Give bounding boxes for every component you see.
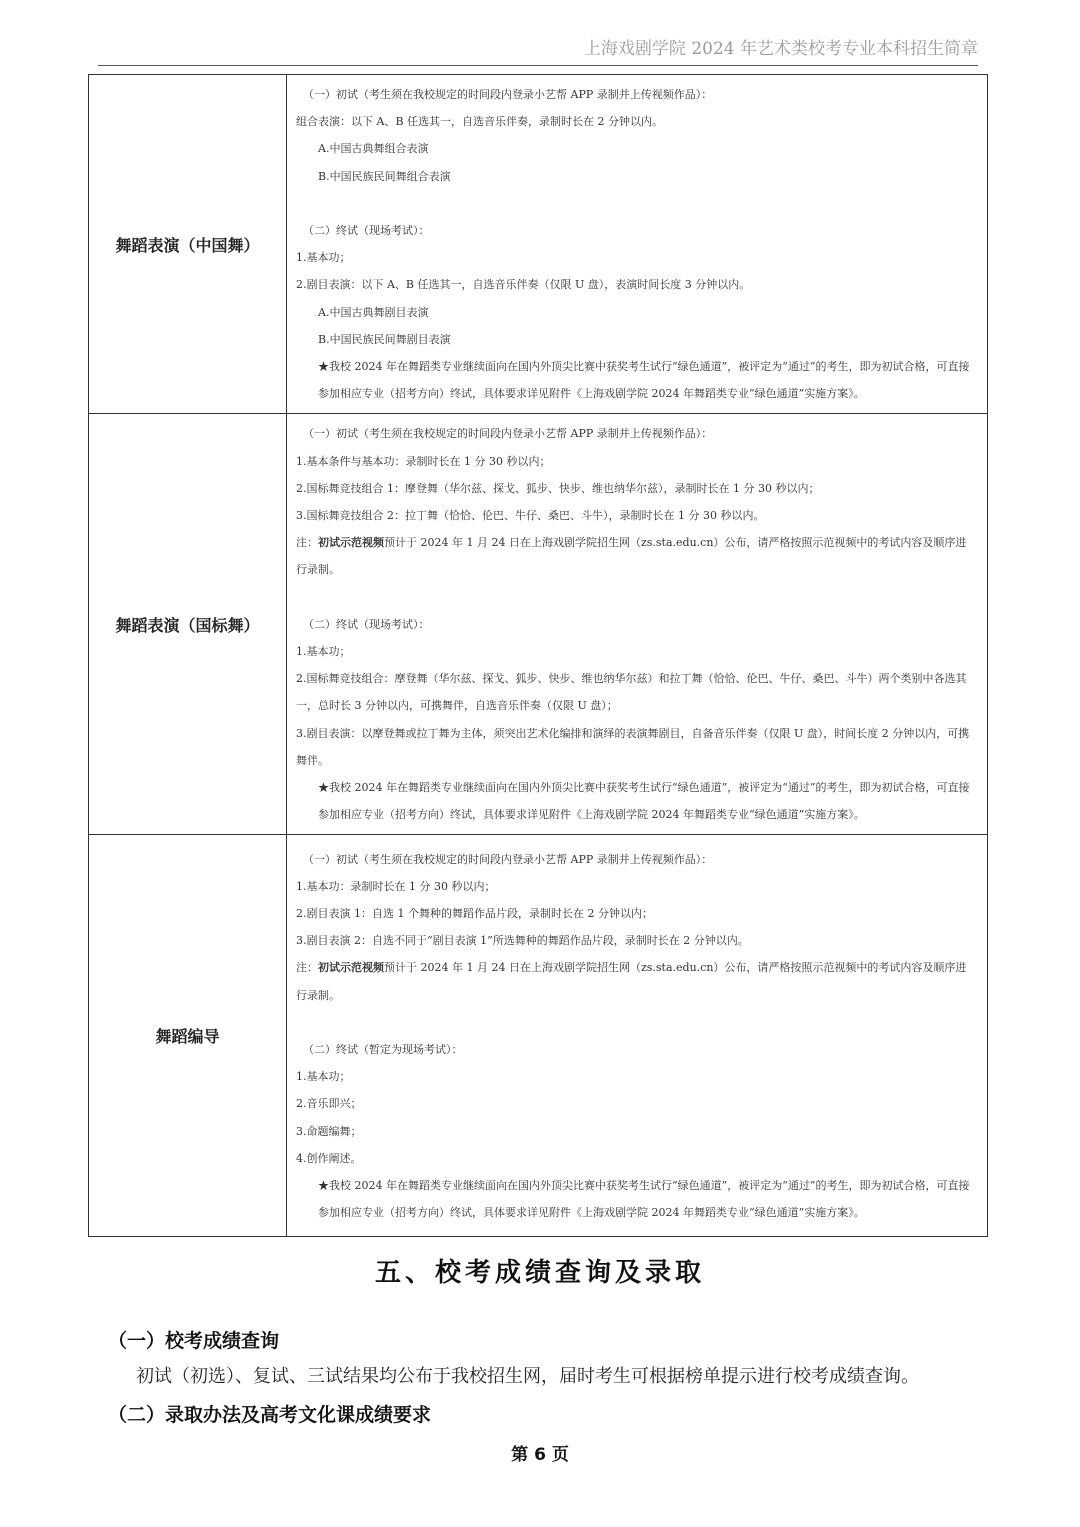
table-row bbox=[89, 75, 988, 414]
text-line: 3.剧目表演：以摩登舞或拉丁舞为主体，须突出艺术化编排和演绎的表演舞剧目，自备音乐伴奏（仅限 U 盘），时间长度 2 分钟以内，可携舞伴。 bbox=[296, 726, 970, 767]
text-line: （二）终试（现场考试）： bbox=[303, 224, 430, 237]
text-line: 1.基本功； bbox=[296, 251, 351, 265]
text-line: 1.基本功：录制时长在 1 分 30 秒以内； bbox=[296, 879, 496, 893]
text-line: B.中国民族民间舞组合表演 bbox=[318, 169, 451, 183]
text-line: （一）初试（考生须在我校规定的时间段内登录小艺帮 APP 录制并上传视频作品）： bbox=[303, 852, 713, 866]
table-row bbox=[89, 414, 988, 835]
note-bold: 初试示范视频 bbox=[318, 536, 384, 550]
section-title: 五、校考成绩查询及录取 bbox=[374, 1258, 705, 1288]
green-channel-note: ★我校 2024 年在舞蹈类专业继续面向在国内外顶尖比赛中获奖考生试行“绿色通道”，被评定为“通过”的考生，即为初试合格，可直接参加相应专业（招考方向）终试，具体要求详见附件《上海戏剧学院 2024 年舞蹈类专业“绿色通道”实施方案》。 bbox=[318, 1178, 970, 1220]
text-line: 3.命题编舞； bbox=[296, 1124, 362, 1138]
table-row bbox=[89, 835, 988, 1237]
text-line: 2.剧目表演 1：自选 1 个舞种的舞蹈作品片段，录制时长在 2 分钟以内； bbox=[296, 906, 653, 920]
note-bold: 初试示范视频 bbox=[318, 961, 384, 975]
text-line: 2.国标舞竞技组合：摩登舞（华尔兹、探戈、狐步、快步、维也纳华尔兹）和拉丁舞（恰恰、伦巴、牛仔、桑巴、斗牛）两个类别中各选其一，总时长 3 分钟以内，可携舞伴，自选音乐伴奏（仅限 U 盘）； bbox=[296, 672, 967, 713]
requirements-cell bbox=[287, 414, 988, 835]
text-line: （二）终试（现场考试）： bbox=[303, 617, 430, 631]
text-line: A.中国古典舞剧目表演 bbox=[318, 305, 429, 319]
text-line: 3.剧目表演 2：自选不同于“剧目表演 1”所选舞种的舞蹈作品片段，录制时长在 2 分钟以内。 bbox=[296, 934, 749, 948]
requirements-cell bbox=[287, 75, 988, 414]
text-line: 1.基本功； bbox=[296, 645, 351, 659]
text-line: 组合表演：以下 A、B 任选其一，自选音乐伴奏，录制时长在 2 分钟以内。 bbox=[296, 115, 664, 129]
requirements-cell bbox=[287, 835, 988, 1237]
page-number: 第 6 页 bbox=[511, 1445, 569, 1465]
body-paragraph: 初试（初选）、复试、三试结果均公布于我校招生网，届时考生可根据榜单提示进行校考成绩查询。 bbox=[136, 1366, 919, 1387]
note-prefix: 注： bbox=[296, 961, 318, 975]
major-name: 舞蹈表演（国标舞） bbox=[89, 414, 287, 835]
green-channel-note: ★我校 2024 年在舞蹈类专业继续面向在国内外顶尖比赛中获奖考生试行“绿色通道”，被评定为“通过”的考生，即为初试合格，可直接参加相应专业（招考方向）终试，具体要求详见附件《上海戏剧学院 2024 年舞蹈类专业“绿色通道”实施方案》。 bbox=[318, 360, 970, 401]
subsection-heading: （一）校考成绩查询 bbox=[108, 1330, 280, 1352]
major-name: 舞蹈编导 bbox=[89, 835, 287, 1237]
green-channel-note: ★我校 2024 年在舞蹈类专业继续面向在国内外顶尖比赛中获奖考生试行“绿色通道”，被评定为“通过”的考生，即为初试合格，可直接参加相应专业（招考方向）终试，具体要求详见附件《上海戏剧学院 2024 年舞蹈类专业“绿色通道”实施方案》。 bbox=[318, 781, 970, 822]
demo-video-note bbox=[296, 954, 977, 1008]
text-line: 3.国标舞竞技组合 2：拉丁舞（恰恰、伦巴、牛仔、桑巴、斗牛），录制时长在 1 分 30 秒以内。 bbox=[296, 509, 765, 523]
text-line: 2.剧目表演：以下 A、B 任选其一，自选音乐伴奏（仅限 U 盘），表演时间长度 3 分钟以内。 bbox=[296, 278, 751, 292]
note-rest: 预计于 2024 年 1 月 24 日在上海戏剧学院招生网（zs.sta.edu.cn）公布，请严格按照示范视频中的考试内容及顺序进行录制。 bbox=[296, 961, 967, 1002]
text-line: A.中国古典舞组合表演 bbox=[318, 142, 429, 156]
note-prefix: 注： bbox=[296, 536, 318, 550]
text-line: 1.基本条件与基本功：录制时长在 1 分 30 秒以内； bbox=[296, 454, 551, 468]
text-line: （一）初试（考生须在我校规定的时间段内登录小艺帮 APP 录制并上传视频作品）： bbox=[303, 88, 713, 101]
note-rest: 预计于 2024 年 1 月 24 日在上海戏剧学院招生网（zs.sta.edu.cn）公布，请严格按照示范视频中的考试内容及顺序进行录制。 bbox=[296, 536, 967, 577]
text-line: 1.基本功； bbox=[296, 1070, 351, 1084]
major-name: 舞蹈表演（中国舞） bbox=[89, 75, 287, 414]
subsection-heading: （二）录取办法及高考文化课成绩要求 bbox=[108, 1404, 432, 1426]
text-line: 2.国标舞竞技组合 1：摩登舞（华尔兹、探戈、狐步、快步、维也纳华尔兹），录制时长在 1 分 30 秒以内； bbox=[296, 481, 820, 495]
requirements-table bbox=[88, 74, 988, 1237]
text-line: （一）初试（考生须在我校规定的时间段内登录小艺帮 APP 录制并上传视频作品）： bbox=[303, 427, 713, 441]
demo-video-note bbox=[296, 529, 977, 583]
text-line: 2.音乐即兴； bbox=[296, 1097, 362, 1111]
text-line: B.中国民族民间舞剧目表演 bbox=[318, 332, 451, 346]
text-line: 4.创作阐述。 bbox=[296, 1151, 362, 1165]
text-line: （二）终试（暂定为现场考试）： bbox=[303, 1042, 463, 1056]
page-header: 上海戏剧学院 2024 年艺术类校考专业本科招生简章 bbox=[98, 34, 978, 66]
